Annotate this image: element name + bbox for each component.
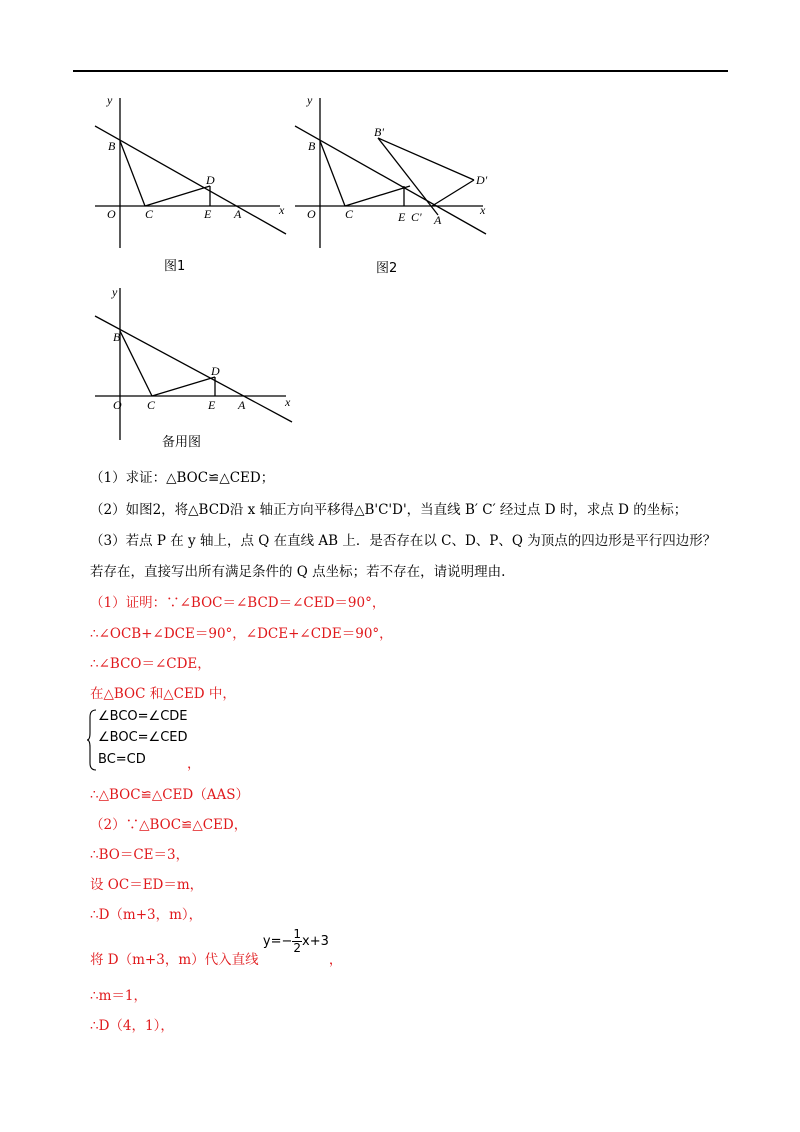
fig2-label-E: E bbox=[398, 210, 406, 224]
substitute-text: 将 D（m+3，m）代入直线 bbox=[90, 952, 259, 968]
solution-line-9: ∴D（m+3，m）， bbox=[90, 907, 203, 923]
question-2: （2）如图2，将△BCD沿 x 轴正方向平移得△B'C'D'，当直线 B′ C′ 经过点 D 时，求点 D 的坐标； bbox=[90, 502, 688, 518]
solution-line-8: 设 OC＝ED＝m， bbox=[90, 877, 204, 893]
fig3-label-E: E bbox=[208, 398, 216, 412]
fig1-label-y: y bbox=[107, 93, 113, 107]
fig3-label-C: C bbox=[147, 398, 156, 412]
system-row-2: ∠BOC=∠CED bbox=[98, 730, 188, 745]
fig2-label-Cp: C' bbox=[411, 210, 422, 224]
solution-line-10 bbox=[90, 927, 343, 969]
system-row-3: BC=CD bbox=[98, 752, 146, 767]
fig3-label-D: D bbox=[211, 364, 220, 378]
figure-1-graph bbox=[90, 90, 295, 275]
fig1-label-C: C bbox=[145, 207, 154, 221]
fig1-caption: 图1 bbox=[164, 259, 186, 274]
question-1: （1）求证：△BOC≌△CED； bbox=[90, 470, 275, 486]
solution-line-12: ∴D（4，1）， bbox=[90, 1018, 174, 1034]
header-rule bbox=[73, 70, 728, 72]
fig2-label-Dp: D' bbox=[476, 173, 488, 187]
fig3-label-O: O bbox=[113, 398, 122, 412]
fig2-label-x: x bbox=[480, 203, 486, 217]
figure-3 bbox=[90, 280, 305, 455]
question-3-continued: 若存在，直接写出所有满足条件的 Q 点坐标；若不存在，请说明理由. bbox=[90, 564, 506, 580]
figure-2 bbox=[290, 90, 495, 275]
figure-2-graph bbox=[290, 90, 495, 275]
solution-line-7: ∴BO＝CE＝3， bbox=[90, 847, 190, 863]
fig1-label-B: B bbox=[108, 139, 116, 153]
question-3: （3）若点 P 在 y 轴上，点 Q 在直线 AB 上．是否存在以 C、D、P、Q 为顶点的四边形是平行四边形？ bbox=[90, 533, 717, 549]
fig3-caption: 备用图 bbox=[162, 435, 202, 450]
line-equation bbox=[263, 928, 329, 955]
figure-3-graph bbox=[90, 280, 305, 455]
fig2-label-Bp: B' bbox=[374, 125, 384, 139]
figure-1 bbox=[90, 90, 295, 275]
solution-line-5: ∴△BOC≌△CED（AAS） bbox=[90, 787, 249, 803]
fig3-label-y: y bbox=[112, 285, 118, 299]
fig3-label-x: x bbox=[285, 395, 291, 409]
equation-tail: ， bbox=[328, 952, 343, 968]
equation-fraction bbox=[292, 928, 302, 955]
fig2-label-A: A bbox=[434, 213, 442, 227]
solution-line-4: 在△BOC 和△CED 中， bbox=[90, 686, 236, 702]
fig3-label-A: A bbox=[238, 398, 246, 412]
solution-line-3: ∴∠BCO＝∠CDE， bbox=[90, 656, 211, 672]
equation-left: y=− bbox=[262, 934, 293, 949]
fig1-label-D: D bbox=[206, 173, 215, 187]
solution-line-1: （1）证明：∵∠BOC＝∠BCD＝∠CED＝90°， bbox=[90, 595, 386, 611]
fig2-caption: 图2 bbox=[376, 261, 398, 275]
fig3-label-B: B bbox=[113, 330, 121, 344]
solution-line-11: ∴m＝1， bbox=[90, 988, 147, 1004]
fig2-label-C: C bbox=[345, 207, 354, 221]
fig2-label-O: O bbox=[307, 207, 316, 221]
solution-line-6: （2）∵△BOC≌△CED， bbox=[90, 817, 248, 833]
fig1-label-E: E bbox=[204, 207, 212, 221]
fig2-label-y: y bbox=[307, 93, 313, 107]
equation-right: x+3 bbox=[302, 934, 329, 949]
fig1-label-x: x bbox=[279, 203, 285, 217]
fraction-denominator: 2 bbox=[293, 941, 302, 955]
system-row-1: ∠BCO=∠CDE bbox=[98, 709, 188, 724]
solution-line-2: ∴∠OCB+∠DCE＝90°，∠DCE+∠CDE＝90°， bbox=[90, 626, 393, 642]
left-brace-icon bbox=[87, 709, 97, 771]
fraction-numerator: 1 bbox=[293, 927, 302, 941]
fig2-label-B: B bbox=[308, 139, 316, 153]
system-trailing-comma: ， bbox=[187, 756, 201, 772]
fig1-label-O: O bbox=[107, 207, 116, 221]
fig1-label-A: A bbox=[234, 207, 242, 221]
